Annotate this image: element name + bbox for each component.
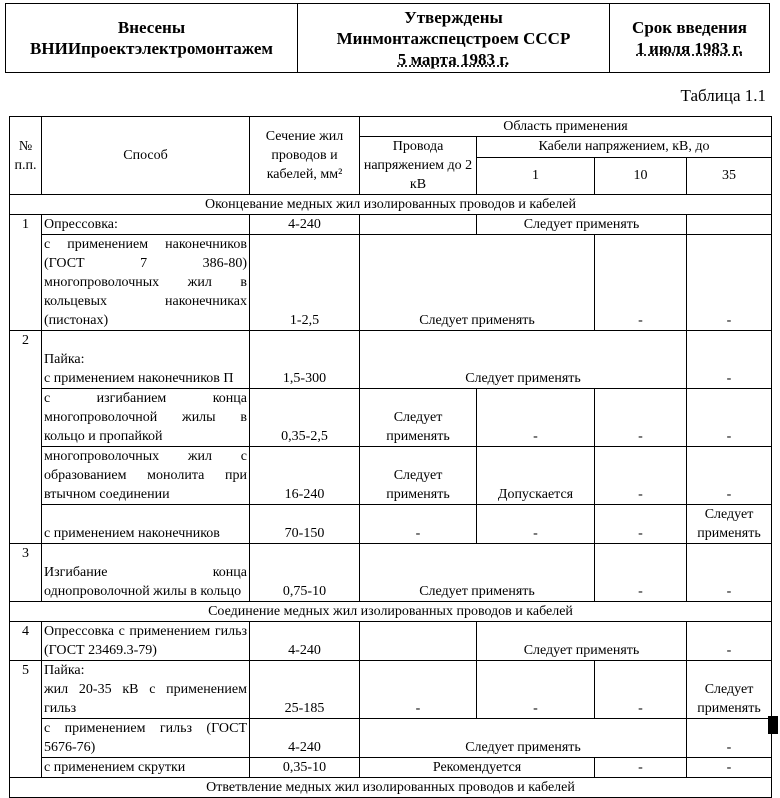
approved-org: Минмонтажспецстроем СССР: [336, 28, 571, 48]
applicability-cell: Следует применять: [360, 331, 687, 389]
cell-1kv: -: [477, 389, 595, 447]
approved-label: Утверждены: [404, 7, 503, 27]
method-title: Пайка:: [44, 352, 85, 367]
col-cables-header: Кабели напряжением, кВ, до: [477, 137, 772, 158]
approved-by-cell: [298, 4, 610, 73]
applicability-cell: Следует применять: [477, 622, 687, 661]
approved-date: 5 марта 1983 г.: [397, 49, 510, 69]
method-description: Опрессовка с применением гильз (ГОСТ 23469.3-79): [42, 622, 250, 661]
col-area-header: Область применения: [360, 117, 772, 137]
section-range: 1-2,5: [250, 235, 360, 331]
cell-35kv: -: [687, 719, 772, 758]
section-range: 25-185: [250, 661, 360, 719]
cell-35kv: -: [687, 622, 772, 661]
method-title: Опрессовка:: [42, 215, 250, 235]
submitted-by-cell: [6, 4, 298, 73]
method-description: [42, 331, 250, 389]
method-text: с применением наконечников П: [44, 371, 234, 386]
applicability-line1: Следует: [393, 410, 443, 425]
cell-35kv: -: [687, 235, 772, 331]
cell-10kv: -: [595, 447, 687, 505]
wires-cell: [360, 389, 477, 447]
wires-cell: -: [360, 661, 477, 719]
method-description: с применением скрутки: [42, 758, 250, 778]
submitted-org: ВНИИпроектэлектромонтажем: [30, 39, 273, 58]
cell-1kv: Допускается: [477, 447, 595, 505]
row-number: 4: [10, 622, 42, 661]
col-method-header: Способ: [42, 117, 250, 195]
applicability-cell: Следует применять: [360, 719, 687, 758]
section-range: 4-240: [250, 622, 360, 661]
cell-35kv: -: [687, 447, 772, 505]
cell-1kv: -: [477, 505, 595, 544]
row-number: 5: [10, 661, 42, 778]
section-heading: Соединение медных жил изолированных проводов и кабелей: [10, 602, 772, 622]
submitted-label: Внесены: [117, 18, 186, 37]
section-range: 70-150: [250, 505, 360, 544]
section-range: 4-240: [250, 719, 360, 758]
applicability-cell: Следует применять: [477, 215, 687, 235]
col-num-header: № п.п.: [10, 117, 42, 195]
row-number: 2: [10, 331, 42, 544]
method-description: с применением наконечников (ГОСТ 7 386-80) многопроволочных жил в кольцевых наконечниках (пистонах): [42, 235, 250, 331]
effective-label: Срок введения: [632, 18, 747, 37]
method-text: жил 20-35 кВ с применением гильз: [44, 682, 247, 716]
wires-cell: [360, 622, 477, 661]
section-range: 0,75-10: [250, 544, 360, 602]
col-1kv-header: 1: [477, 157, 595, 194]
col-section-header: Сечение жил проводов и кабелей, мм²: [250, 117, 360, 195]
approval-header: [5, 3, 770, 73]
cell-35kv: -: [687, 758, 772, 778]
applicability-cell: Рекомендуется: [360, 758, 595, 778]
method-description: с применением наконечников: [42, 505, 250, 544]
applicability-cell: Следует применять: [360, 544, 595, 602]
table-caption: Таблица 1.1: [680, 86, 766, 105]
cell-35kv: [687, 505, 772, 544]
applicability-line2: применять: [386, 487, 450, 502]
applicability-cell: Следует применять: [360, 235, 595, 331]
row-number: 3: [10, 544, 42, 602]
col-35kv-header: 35: [687, 157, 772, 194]
method-description: с применением гильз (ГОСТ 5676-76): [42, 719, 250, 758]
section-range: 16-240: [250, 447, 360, 505]
cell-35kv: -: [687, 544, 772, 602]
section-range: 0,35-10: [250, 758, 360, 778]
effective-date-cell: [610, 4, 770, 73]
cell-10kv: -: [595, 389, 687, 447]
margin-marker: [768, 716, 778, 734]
row-number: 1: [10, 215, 42, 331]
method-description: Изгибание конца однопроволочной жилы в кольцо: [42, 544, 250, 602]
cell-35kv: -: [687, 331, 772, 389]
applicability-line1: Следует: [704, 507, 754, 522]
applicability-line2: применять: [386, 429, 450, 444]
wires-cell: [360, 447, 477, 505]
applicability-line1: Следует: [393, 468, 443, 483]
methods-table: [9, 116, 772, 798]
cell-10kv: -: [595, 235, 687, 331]
applicability-line1: Следует: [704, 682, 754, 697]
section-range: 1,5-300: [250, 331, 360, 389]
cell-35kv: -: [687, 389, 772, 447]
section-heading: Оконцевание медных жил изолированных проводов и кабелей: [10, 195, 772, 215]
cell-1kv: -: [477, 661, 595, 719]
cell-10kv: -: [595, 505, 687, 544]
method-description: [42, 661, 250, 719]
section-range: 4-240: [250, 215, 360, 235]
col-wires-header: Провода напряжением до 2 кВ: [360, 137, 477, 195]
cell-10kv: -: [595, 544, 687, 602]
wires-cell: -: [360, 505, 477, 544]
method-title: Пайка:: [44, 663, 85, 678]
method-description: с изгибанием конца многопроволочной жилы в кольцо и пропайкой: [42, 389, 250, 447]
method-description: многопроволочных жил с образованием монолита при втычном соединении: [42, 447, 250, 505]
col-10kv-header: 10: [595, 157, 687, 194]
cell-35kv: [687, 661, 772, 719]
cell-35kv: [687, 215, 772, 235]
section-heading: Ответвление медных жил изолированных проводов и кабелей: [10, 778, 772, 798]
applicability-line2: применять: [697, 701, 761, 716]
cell-10kv: -: [595, 661, 687, 719]
applicability-line2: применять: [697, 526, 761, 541]
effective-date: 1 июля 1983 г.: [636, 39, 743, 58]
cell-10kv: -: [595, 758, 687, 778]
section-range: 0,35-2,5: [250, 389, 360, 447]
wires-cell: [360, 215, 477, 235]
